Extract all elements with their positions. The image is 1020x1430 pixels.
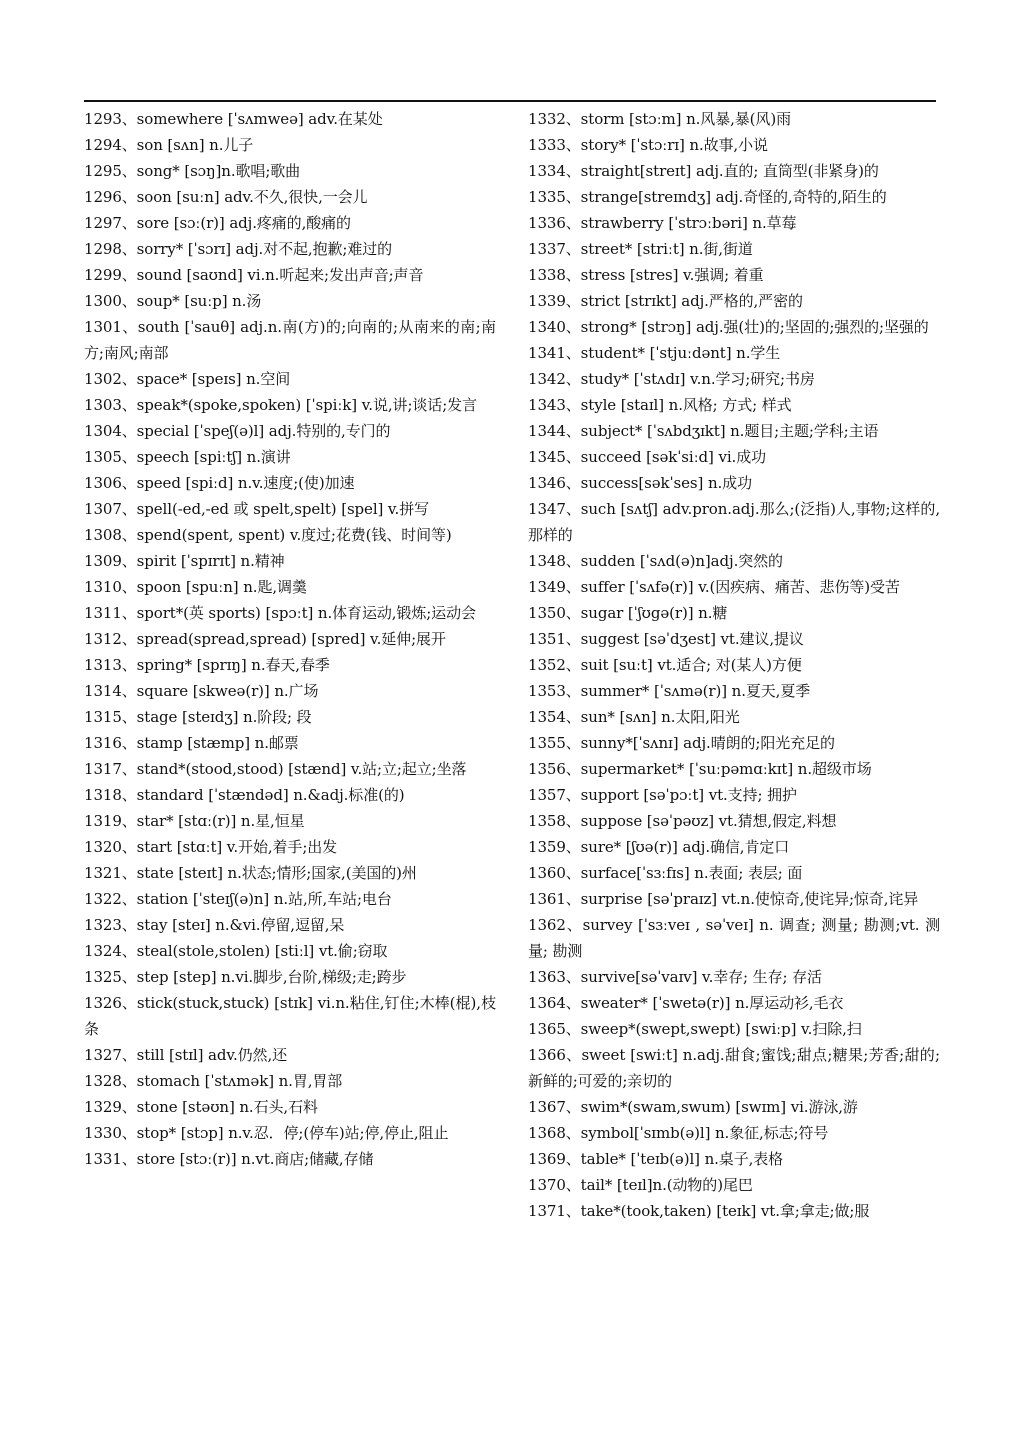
vocab-entry: 1328、stomach [ˈstʌmək] n.胃,胃部 bbox=[84, 1072, 343, 1090]
vocab-entry: 1359、sure* [ʃʊə(r)] adj.确信,肯定口 bbox=[528, 838, 790, 856]
vocab-entry: 1307、spell(-ed,-ed 或 spelt,spelt) [spel] v.拼写 bbox=[84, 500, 429, 518]
vocab-entry: 1304、special [ˈspeʃ(ə)l] adj.特别的,专门的 bbox=[84, 422, 391, 440]
vocab-entry: 1302、space* [speɪs] n.空间 bbox=[84, 370, 291, 388]
vocab-entry: 1351、suggest [səˈdʒest] vt.建议,提议 bbox=[528, 630, 804, 648]
vocab-entry: 1341、student* [ˈstjuːdənt] n.学生 bbox=[528, 344, 781, 362]
vocab-entry: 1330、stop* [stɔp] n.v.忍．停;(停车)站;停,停止,阻止 bbox=[84, 1124, 449, 1142]
vocab-entry: 1355、sunny*[ˈsʌnɪ] adj.晴朗的;阳光充足的 bbox=[528, 734, 835, 752]
left-column bbox=[84, 106, 496, 1172]
vocab-entry: 1364、sweater* [ˈswetə(r)] n.厚运动衫,毛衣 bbox=[528, 994, 844, 1012]
vocab-entry: 1325、step [step] n.vi.脚步,台阶,梯级;走;跨步 bbox=[84, 968, 407, 986]
vocab-entry: 1347、such [sʌtʃ] adv.pron.adj.那么;(泛指)人,事物;这样的,那样的 bbox=[528, 500, 940, 544]
vocab-entry: 1340、strong* [strɔŋ] adj.强(壮)的;坚固的;强烈的;坚强的 bbox=[528, 318, 929, 336]
vocab-entry: 1331、store [stɔː(r)] n.vt.商店;储藏,存储 bbox=[84, 1150, 374, 1168]
vocab-entry: 1332、storm [stɔːm] n.风暴,暴(风)雨 bbox=[528, 110, 791, 128]
vocab-entry: 1346、success[səkˈses] n.成功 bbox=[528, 474, 752, 492]
vocab-entry: 1299、sound [saʊnd] vi.n.听起来;发出声音;声音 bbox=[84, 266, 424, 284]
vocab-entry: 1308、spend(spent, spent) v.度过;花费(钱、时间等) bbox=[84, 526, 452, 544]
vocab-entry: 1365、sweep*(swept,swept) [swiːp] v.扫除,扫 bbox=[528, 1020, 862, 1038]
vocab-entry: 1327、still [stɪl] adv.仍然,还 bbox=[84, 1046, 288, 1064]
vocab-entry: 1339、strict [strɪkt] adj.严格的,严密的 bbox=[528, 292, 803, 310]
vocab-entry: 1314、square [skweə(r)] n.广场 bbox=[84, 682, 319, 700]
vocab-entry: 1301、south [ˈsauθ] adj.n.南(方)的;向南的;从南来的南;南方;南风;南部 bbox=[84, 318, 496, 362]
vocab-entry: 1342、study* [ˈstʌdɪ] v.n.学习;研究;书房 bbox=[528, 370, 815, 388]
vocab-entry: 1336、strawberry [ˈstrɔːbəri] n.草莓 bbox=[528, 214, 797, 232]
vocab-entry: 1300、soup* [suːp] n.汤 bbox=[84, 292, 262, 310]
vocab-entry: 1295、song* [sɔŋ]n.歌唱;歌曲 bbox=[84, 162, 301, 180]
vocab-entry: 1354、sun* [sʌn] n.太阳,阳光 bbox=[528, 708, 740, 726]
vocab-entry: 1309、spirit [ˈspɪrɪt] n.精神 bbox=[84, 552, 285, 570]
vocab-entry: 1367、swim*(swam,swum) [swɪm] vi.游泳,游 bbox=[528, 1098, 858, 1116]
vocab-entry: 1316、stamp [stæmp] n.邮票 bbox=[84, 734, 299, 752]
vocab-entry: 1317、stand*(stood,stood) [stænd] v.站;立;起立;坐落 bbox=[84, 760, 467, 778]
vocab-entry: 1293、somewhere [ˈsʌmweə] adv.在某处 bbox=[84, 110, 383, 128]
vocab-entry: 1333、story* [ˈstɔːrɪ] n.故事,小说 bbox=[528, 136, 768, 154]
vocab-entry: 1318、standard [ˈstændəd] n.&adj.标准(的) bbox=[84, 786, 405, 804]
vocab-entry: 1352、suit [suːt] vt.适合; 对(某人)方便 bbox=[528, 656, 802, 674]
vocab-entry: 1297、sore [sɔː(r)] adj.疼痛的,酸痛的 bbox=[84, 214, 351, 232]
right-column bbox=[528, 106, 940, 1224]
vocab-entry: 1350、sugar [ˈʃʊgə(r)] n.糖 bbox=[528, 604, 728, 622]
vocab-entry: 1344、subject* [ˈsʌbdʒɪkt] n.题目;主题;学科;主语 bbox=[528, 422, 879, 440]
vocab-entry: 1369、table* [ˈteɪb(ə)l] n.桌子,表格 bbox=[528, 1150, 784, 1168]
vocab-entry: 1338、stress [stres] v.强调; 着重 bbox=[528, 266, 764, 284]
vocab-entry: 1311、sport*(英 sports) [spɔːt] n.体育运动,锻炼;运动会 bbox=[84, 604, 476, 622]
vocab-entry: 1363、survive[səˈvaɪv] v.幸存; 生存; 存活 bbox=[528, 968, 822, 986]
vocab-entry: 1370、tail* [teɪl]n.(动物的)尾巴 bbox=[528, 1176, 753, 1194]
vocab-entry: 1321、state [steɪt] n.状态;情形;国家,(美国的)州 bbox=[84, 864, 417, 882]
vocab-entry: 1298、sorry* [ˈsɔrɪ] adj.对不起,抱歉;难过的 bbox=[84, 240, 393, 258]
vocab-entry: 1315、stage [steɪdʒ] n.阶段; 段 bbox=[84, 708, 312, 726]
vocab-entry: 1324、steal(stole,stolen) [stiːl] vt.偷;窃取 bbox=[84, 942, 388, 960]
vocab-entry: 1361、surprise [səˈpraɪz] vt.n.使惊奇,使诧异;惊奇,诧异 bbox=[528, 890, 919, 908]
vocab-entry: 1320、start [stɑːt] v.开始,着手;出发 bbox=[84, 838, 338, 856]
vocab-entry: 1310、spoon [spuːn] n.匙,调羹 bbox=[84, 578, 307, 596]
vocab-entry: 1345、succeed [səkˈsiːd] vi.成功 bbox=[528, 448, 767, 466]
vocab-entry: 1360、surface[ˈsɜːfɪs] n.表面; 表层; 面 bbox=[528, 864, 803, 882]
vocab-entry: 1357、support [səˈpɔːt] vt.支持; 拥护 bbox=[528, 786, 797, 804]
vocab-entry: 1313、spring* [sprɪŋ] n.春天,春季 bbox=[84, 656, 330, 674]
vocab-entry: 1306、speed [spiːd] n.v.速度;(使)加速 bbox=[84, 474, 355, 492]
vocab-entry: 1303、speak*(spoke,spoken) [ˈspiːk] v.说,讲;谈话;发言 bbox=[84, 396, 477, 414]
vocab-entry: 1358、suppose [səˈpəʊz] vt.猜想,假定,料想 bbox=[528, 812, 837, 830]
vocab-entry: 1348、sudden [ˈsʌd(ə)n]adj.突然的 bbox=[528, 552, 783, 570]
vocab-entry: 1371、take*(took,taken) [teɪk] vt.拿;拿走;做;服 bbox=[528, 1202, 870, 1220]
header-rule bbox=[84, 100, 936, 102]
vocab-entry: 1356、supermarket* [ˈsuːpəmɑːkɪt] n.超级市场 bbox=[528, 760, 872, 778]
vocab-entry: 1366、sweet [swiːt] n.adj.甜食;蜜饯;甜点;糖果;芳香;甜的;新鲜的;可爱的;亲切的 bbox=[528, 1046, 940, 1090]
vocab-entry: 1337、street* [striːt] n.街,街道 bbox=[528, 240, 753, 258]
vocab-entry: 1368、symbol[ˈsɪmb(ə)l] n.象征,标志;符号 bbox=[528, 1124, 829, 1142]
vocab-entry: 1353、summer* [ˈsʌmə(r)] n.夏天,夏季 bbox=[528, 682, 811, 700]
vocab-entry: 1362、survey [ˈsɜːveɪ , səˈveɪ] n. 调查; 测量; 勘测;vt. 测量; 勘测 bbox=[528, 916, 940, 960]
vocab-entry: 1335、strange[streɪndʒ] adj.奇怪的,奇特的,陌生的 bbox=[528, 188, 887, 206]
vocab-entry: 1305、speech [spiːtʃ] n.演讲 bbox=[84, 448, 291, 466]
vocab-entry: 1326、stick(stuck,stuck) [stɪk] vi.n.粘住,钉住;木棒(棍),枝条 bbox=[84, 994, 496, 1038]
vocab-entry: 1294、son [sʌn] n.儿子 bbox=[84, 136, 254, 154]
vocab-entry: 1343、style [staɪl] n.风格; 方式; 样式 bbox=[528, 396, 792, 414]
vocab-entry: 1319、star* [stɑː(r)] n.星,恒星 bbox=[84, 812, 305, 830]
vocab-entry: 1349、suffer [ˈsʌfə(r)] v.(因疾病、痛苦、悲伤等)受苦 bbox=[528, 578, 900, 596]
vocab-entry: 1329、stone [stəʊn] n.石头,石料 bbox=[84, 1098, 318, 1116]
vocab-entry: 1334、straight[streɪt] adj.直的; 直筒型(非紧身)的 bbox=[528, 162, 879, 180]
vocab-entry: 1296、soon [suːn] adv.不久,很快,一会儿 bbox=[84, 188, 368, 206]
vocab-entry: 1312、spread(spread,spread) [spred] v.延伸;展开 bbox=[84, 630, 446, 648]
vocab-entry: 1322、station [ˈsteɪʃ(ə)n] n.站,所,车站;电台 bbox=[84, 890, 392, 908]
vocab-entry: 1323、stay [steɪ] n.&vi.停留,逗留,呆 bbox=[84, 916, 345, 934]
